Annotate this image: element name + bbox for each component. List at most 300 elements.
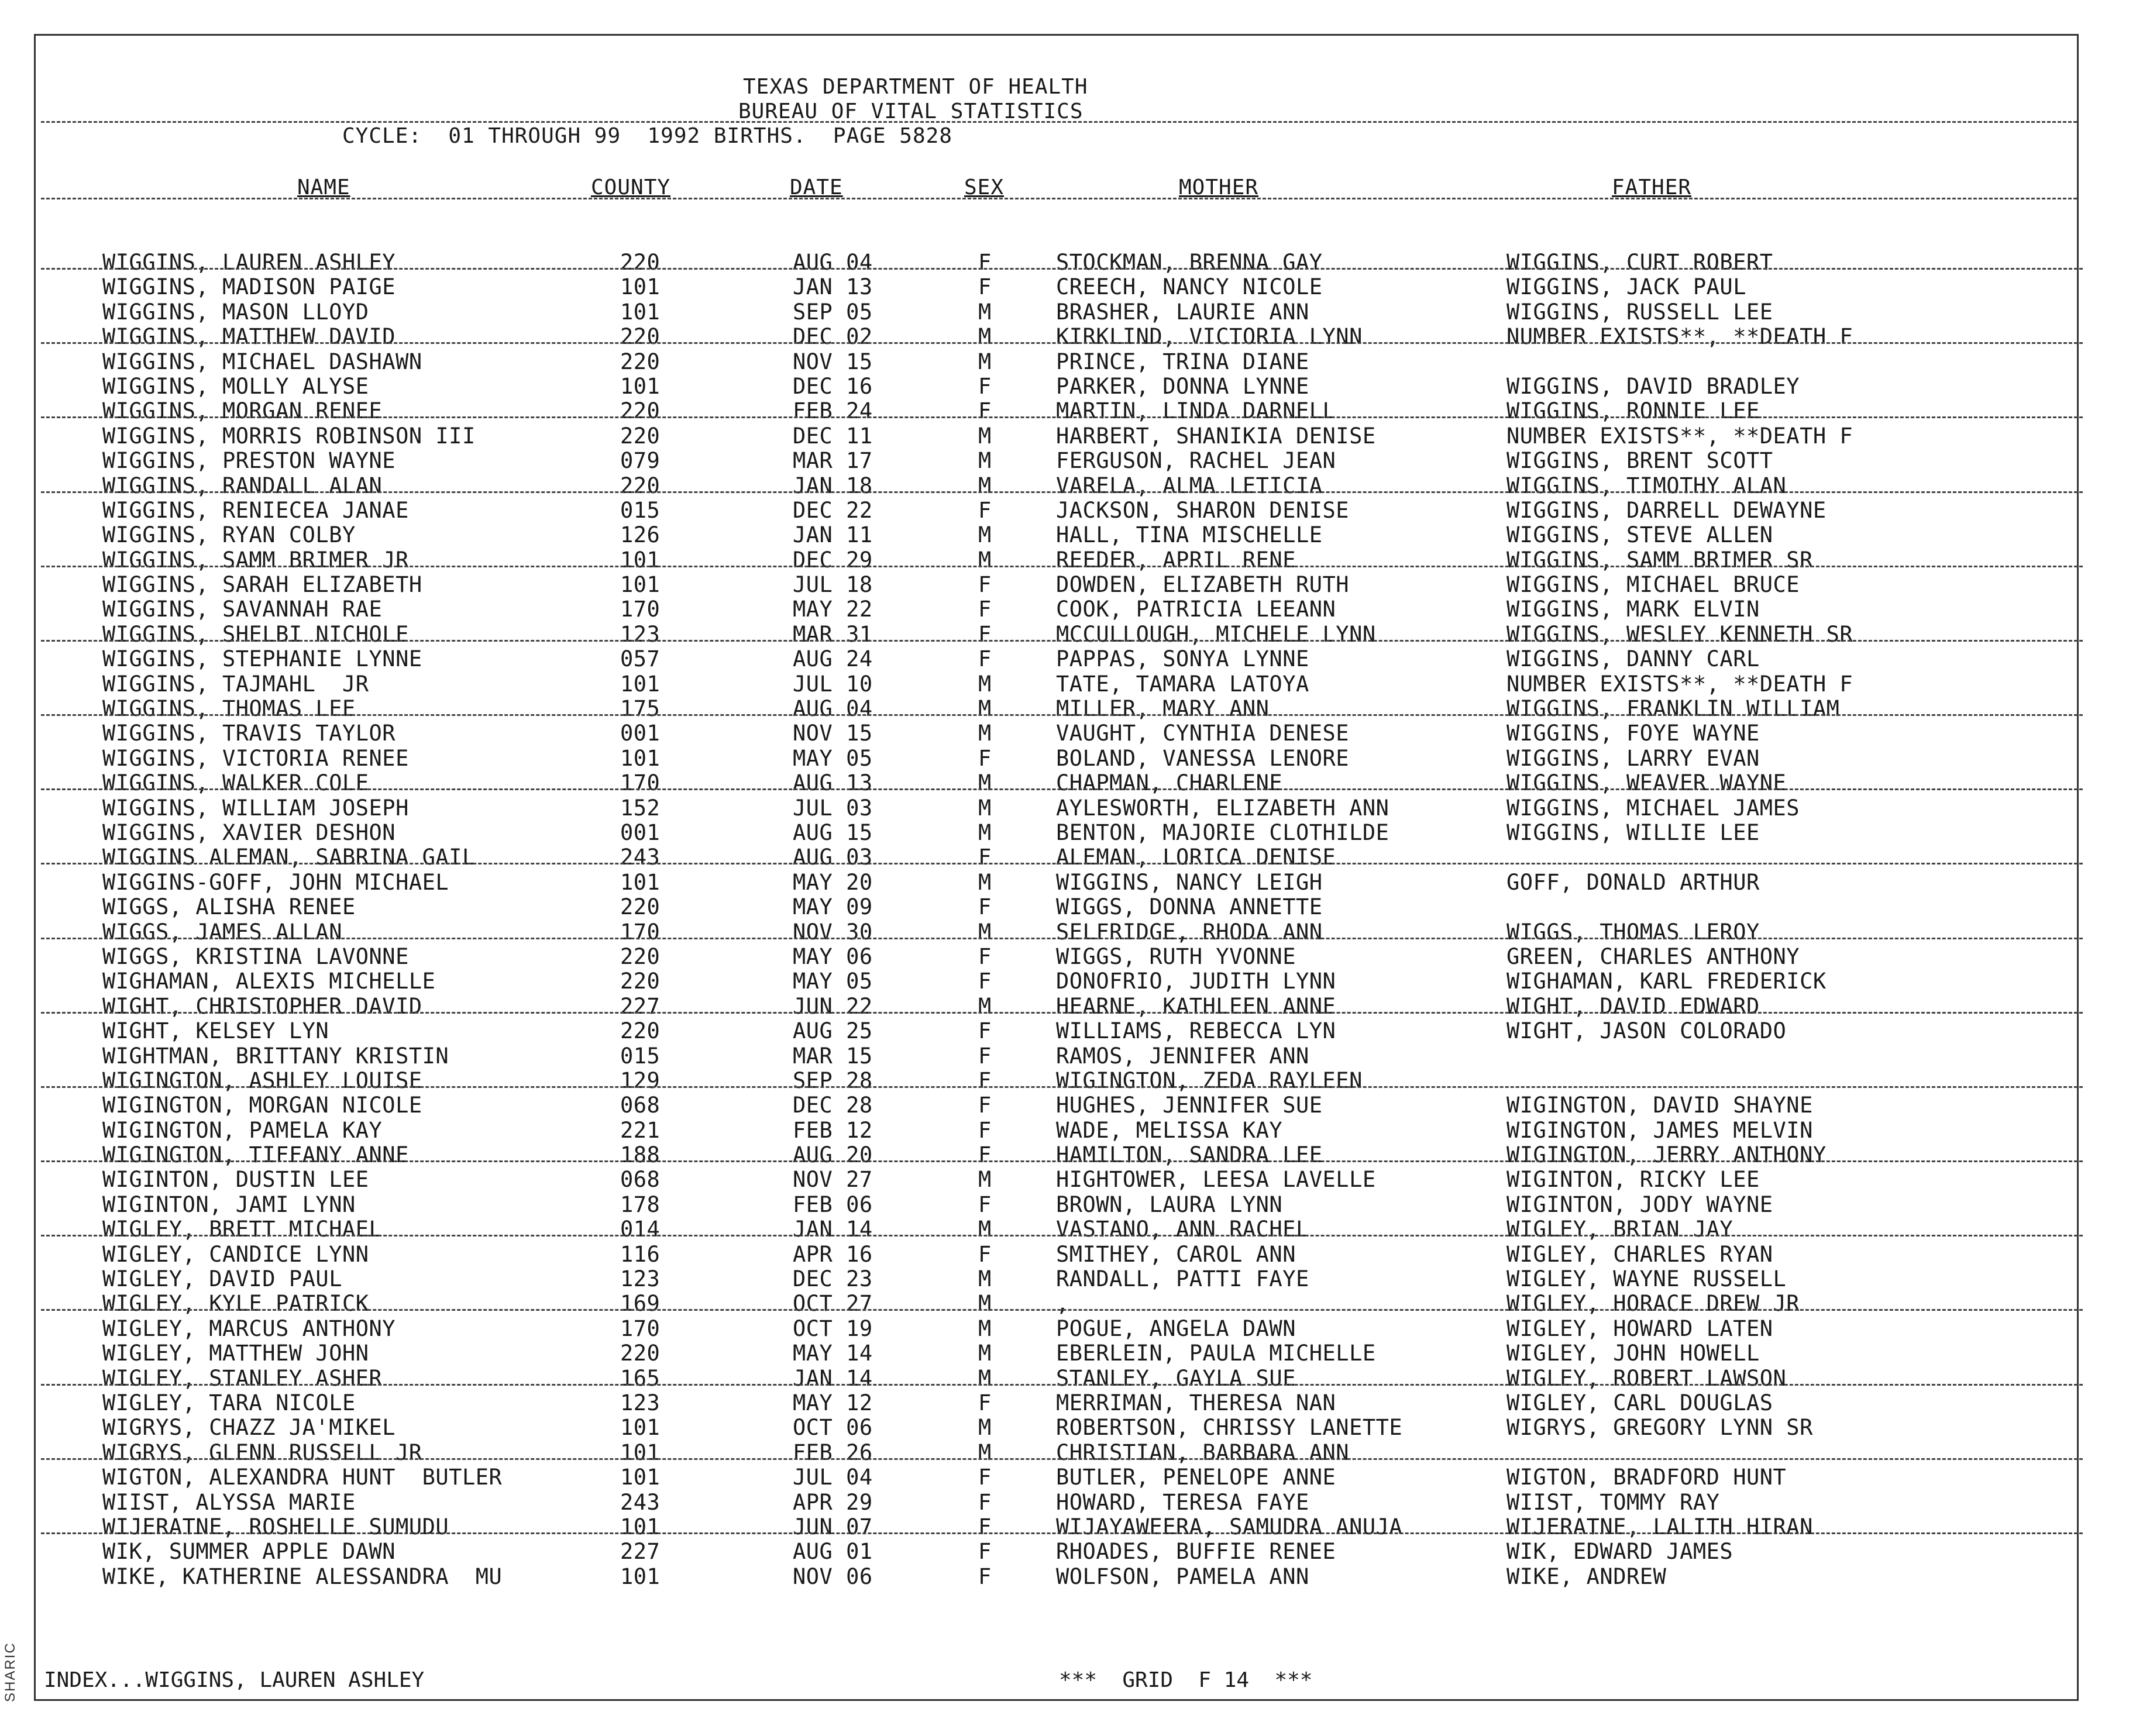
table-row (0, 1441, 2083, 1465)
cell-mother: BUTLER, PENELOPE ANNE (1056, 1465, 1336, 1490)
cell-mother: TATE, TAMARA LATOYA (1056, 671, 1309, 697)
cell-county: 015 (620, 1043, 661, 1069)
cell-date: JUN 22 (793, 993, 873, 1019)
cell-mother: JACKSON, SHARON DENISE (1056, 497, 1350, 523)
cell-date: AUG 24 (793, 646, 873, 672)
cell-date: MAY 22 (793, 597, 873, 622)
cell-sex: F (978, 621, 992, 647)
table-row (0, 845, 2083, 870)
cell-father: WIGGINS, LARRY EVAN (1506, 745, 1760, 771)
cell-county: 116 (620, 1241, 661, 1267)
cell-father: WIGGINS, WESLEY KENNETH SR (1506, 621, 1853, 647)
cell-name: WIGGINS, TRAVIS TAYLOR (102, 721, 396, 746)
cell-sex: M (978, 1291, 992, 1317)
cell-county: 068 (620, 1167, 661, 1193)
cell-name: WIGRYS, CHAZZ JA'MIKEL (102, 1415, 396, 1441)
cell-name: WIGINGTON, ASHLEY LOUISE (102, 1067, 422, 1093)
table-row (0, 1217, 2083, 1242)
cell-county: 101 (620, 671, 661, 697)
cell-father: WIGGINS, WEAVER WAYNE (1506, 770, 1787, 796)
cell-name: WIGGINS, WILLIAM JOSEPH (102, 795, 409, 821)
cell-date: SEP 28 (793, 1067, 873, 1093)
footer-index: INDEX...WIGGINS, LAUREN ASHLEY (44, 1668, 425, 1692)
table-row (0, 1366, 2083, 1391)
cell-date: FEB 24 (793, 398, 873, 424)
cell-county: 101 (620, 572, 661, 598)
cell-county: 001 (620, 819, 661, 845)
cell-mother: RANDALL, PATTI FAYE (1056, 1266, 1309, 1292)
cell-father: WIGLEY, WAYNE RUSSELL (1506, 1266, 1787, 1292)
column-header-date: DATE (790, 175, 843, 199)
cell-father: WIGGINS, BRENT SCOTT (1506, 448, 1773, 474)
cell-mother: RAMOS, JENNIFER ANN (1056, 1043, 1309, 1069)
table-row (0, 697, 2083, 721)
table-row (0, 300, 2083, 325)
cell-mother: CHRISTIAN, BARBARA ANN (1056, 1439, 1350, 1465)
cell-date: JAN 18 (793, 473, 873, 498)
cell-name: WIGGINS, WALKER COLE (102, 770, 369, 796)
cell-date: APR 16 (793, 1241, 873, 1267)
cell-mother: HOWARD, TERESA FAYE (1056, 1489, 1309, 1515)
table-row (0, 1167, 2083, 1192)
cell-county: 221 (620, 1117, 661, 1143)
cell-name: WIGGINS ALEMAN, SABRINA GAIL (102, 845, 476, 870)
cell-name: WIGRYS, GLENN RUSSELL JR (102, 1439, 422, 1465)
cell-mother: SELFRIDGE, RHODA ANN (1056, 919, 1323, 945)
cell-county: 220 (620, 1018, 661, 1044)
table-row (0, 399, 2083, 423)
table-row (0, 1415, 2083, 1440)
cell-father: WIJERATNE, LALITH HIRAN (1506, 1514, 1813, 1539)
cell-county: 220 (620, 969, 661, 994)
cell-date: MAY 14 (793, 1341, 873, 1366)
cell-sex: F (978, 1563, 992, 1589)
cell-date: DEC 11 (793, 423, 873, 449)
cell-name: WIGGINS, XAVIER DESHON (102, 819, 396, 845)
cell-mother: HIGHTOWER, LEESA LAVELLE (1056, 1167, 1376, 1193)
cell-sex: F (978, 943, 992, 969)
cell-sex: M (978, 1217, 992, 1242)
cell-name: WIGHT, KELSEY LYN (102, 1018, 329, 1044)
cell-mother: WIJAYAWEERA, SAMUDRA ANUJA (1056, 1514, 1403, 1539)
cell-mother: WIGGS, DONNA ANNETTE (1056, 894, 1323, 920)
cell-father: WIGHT, JASON COLORADO (1506, 1018, 1787, 1044)
cell-name: WIGGINS, PRESTON WAYNE (102, 448, 396, 474)
cell-county: 220 (620, 250, 661, 275)
cycle-line: CYCLE: 01 THROUGH 99 1992 BIRTHS. PAGE 5828 (342, 124, 952, 148)
table-row (0, 1118, 2083, 1143)
cell-sex: M (978, 993, 992, 1019)
table-row (0, 1515, 2083, 1539)
cell-date: AUG 01 (793, 1539, 873, 1565)
cell-sex: F (978, 1465, 992, 1490)
cell-mother: WIGINGTON, ZEDA RAYLEEN (1056, 1067, 1363, 1093)
cell-sex: F (978, 1489, 992, 1515)
column-header-county: COUNTY (591, 175, 671, 199)
cell-father: WIGGINS, DARRELL DEWAYNE (1506, 497, 1827, 523)
table-row (0, 1019, 2083, 1043)
cell-date: NOV 06 (793, 1563, 873, 1589)
cell-date: NOV 30 (793, 919, 873, 945)
table-row (0, 969, 2083, 994)
cell-name: WIGGINS, SHELBI NICHOLE (102, 621, 409, 647)
cell-county: 178 (620, 1191, 661, 1217)
cell-sex: F (978, 373, 992, 399)
cell-date: JUL 10 (793, 671, 873, 697)
cell-name: WIGLEY, CANDICE LYNN (102, 1241, 369, 1267)
cell-sex: M (978, 919, 992, 945)
cell-name: WIGINGTON, TIFFANY ANNE (102, 1142, 409, 1168)
cell-mother: STOCKMAN, BRENNA GAY (1056, 250, 1323, 275)
department-title: TEXAS DEPARTMENT OF HEALTH (743, 75, 1088, 99)
cell-name: WIGGINS, SARAH ELIZABETH (102, 572, 422, 598)
table-row (0, 573, 2083, 597)
cell-father: WIGTON, BRADFORD HUNT (1506, 1465, 1787, 1490)
table-row (0, 1193, 2083, 1217)
cell-sex: F (978, 646, 992, 672)
cell-sex: F (978, 572, 992, 598)
cell-name: WIGLEY, STANLEY ASHER (102, 1365, 383, 1391)
cell-mother: DONOFRIO, JUDITH LYNN (1056, 969, 1336, 994)
table-row (0, 870, 2083, 895)
cell-mother: FERGUSON, RACHEL JEAN (1056, 448, 1336, 474)
cell-name: WIGGINS, MASON LLOYD (102, 299, 369, 325)
table-row (0, 1341, 2083, 1366)
cell-sex: F (978, 1539, 992, 1565)
cell-date: FEB 06 (793, 1191, 873, 1217)
table-row (0, 622, 2083, 647)
cell-mother: AYLESWORTH, ELIZABETH ANN (1056, 795, 1389, 821)
table-row (0, 1465, 2083, 1490)
cell-date: AUG 13 (793, 770, 873, 796)
table-row (0, 1044, 2083, 1069)
cell-date: AUG 04 (793, 250, 873, 275)
cell-county: 123 (620, 1390, 661, 1415)
cell-mother: BROWN, LAURA LYNN (1056, 1191, 1283, 1217)
cell-county: 101 (620, 547, 661, 573)
cell-county: 169 (620, 1291, 661, 1317)
cell-sex: F (978, 1043, 992, 1069)
cell-sex: F (978, 274, 992, 300)
cell-mother: PARKER, DONNA LYNNE (1056, 373, 1309, 399)
table-row (0, 1069, 2083, 1093)
cell-sex: F (978, 1241, 992, 1267)
cell-county: 123 (620, 621, 661, 647)
cell-name: WIGLEY, DAVID PAUL (102, 1266, 342, 1292)
cell-county: 220 (620, 1341, 661, 1366)
cell-sex: M (978, 1365, 992, 1391)
cell-county: 014 (620, 1217, 661, 1242)
table-row (0, 498, 2083, 523)
cell-county: 220 (620, 324, 661, 350)
cell-mother: SMITHEY, CAROL ANN (1056, 1241, 1296, 1267)
table-row (0, 325, 2083, 349)
cell-name: WIGGINS, SAMM BRIMER JR (102, 547, 409, 573)
cell-father: WIGGINS, FRANKLIN WILLIAM (1506, 696, 1840, 722)
cell-father: WIGGINS, FOYE WAYNE (1506, 721, 1760, 746)
cell-county: 101 (620, 274, 661, 300)
cell-county: 220 (620, 398, 661, 424)
cell-date: MAY 06 (793, 943, 873, 969)
cell-county: 170 (620, 597, 661, 622)
cell-name: WIKE, KATHERINE ALESSANDRA MU (102, 1563, 503, 1589)
cell-father: NUMBER EXISTS**, **DEATH F (1506, 671, 1853, 697)
table-row (0, 474, 2083, 498)
table-row (0, 449, 2083, 473)
cell-sex: M (978, 1315, 992, 1341)
cell-father: WIGGINS, RONNIE LEE (1506, 398, 1760, 424)
cell-father: WIGGINS, CURT ROBERT (1506, 250, 1773, 275)
table-row (0, 796, 2083, 821)
table-row (0, 250, 2083, 275)
cell-date: JUN 07 (793, 1514, 873, 1539)
table-row (0, 1490, 2083, 1515)
cell-name: WIGGS, KRISTINA LAVONNE (102, 943, 409, 969)
cell-name: WIGHTMAN, BRITTANY KRISTIN (102, 1043, 449, 1069)
cell-sex: F (978, 969, 992, 994)
cell-father: WIGINTON, JODY WAYNE (1506, 1191, 1773, 1217)
column-header-rule (41, 198, 2077, 199)
table-row (0, 771, 2083, 795)
cell-father: WIGGINS, JACK PAUL (1506, 274, 1746, 300)
cell-date: MAY 05 (793, 969, 873, 994)
cell-name: WIGGS, ALISHA RENEE (102, 894, 356, 920)
cell-mother: PRINCE, TRINA DIANE (1056, 349, 1309, 374)
table-row (0, 1242, 2083, 1267)
cell-sex: F (978, 1067, 992, 1093)
cell-mother: KIRKLIND, VICTORIA LYNN (1056, 324, 1363, 350)
cell-date: DEC 23 (793, 1266, 873, 1292)
cell-mother: WOLFSON, PAMELA ANN (1056, 1563, 1309, 1589)
cell-date: JAN 14 (793, 1365, 873, 1391)
cell-county: 123 (620, 1266, 661, 1292)
cell-father: WIIST, TOMMY RAY (1506, 1489, 1720, 1515)
cell-date: AUG 20 (793, 1142, 873, 1168)
table-row (0, 721, 2083, 746)
cell-name: WIGGS, JAMES ALLAN (102, 919, 342, 945)
cell-sex: M (978, 795, 992, 821)
cell-mother: , (1056, 1291, 1069, 1317)
cell-father: WIGLEY, HOWARD LATEN (1506, 1315, 1773, 1341)
cell-name: WIGLEY, MARCUS ANTHONY (102, 1315, 396, 1341)
cell-sex: M (978, 770, 992, 796)
header-rule (41, 121, 2077, 123)
cell-name: WIGGINS, STEPHANIE LYNNE (102, 646, 422, 672)
cell-name: WIGGINS, MADISON PAIGE (102, 274, 396, 300)
cell-date: OCT 06 (793, 1415, 873, 1441)
cell-father: WIGINTON, RICKY LEE (1506, 1167, 1760, 1193)
cell-date: DEC 28 (793, 1093, 873, 1118)
cell-mother: HAMILTON, SANDRA LEE (1056, 1142, 1323, 1168)
cell-sex: M (978, 522, 992, 548)
cell-sex: M (978, 1341, 992, 1366)
cell-date: MAR 15 (793, 1043, 873, 1069)
column-header-mother: MOTHER (1179, 175, 1259, 199)
cell-sex: M (978, 349, 992, 374)
cell-county: 152 (620, 795, 661, 821)
cell-mother: HALL, TINA MISCHELLE (1056, 522, 1323, 548)
cell-father: NUMBER EXISTS**, **DEATH F (1506, 423, 1853, 449)
cell-county: 220 (620, 473, 661, 498)
cell-date: OCT 19 (793, 1315, 873, 1341)
cell-sex: F (978, 250, 992, 275)
cell-sex: M (978, 547, 992, 573)
cell-father: WIGGINS, TIMOTHY ALAN (1506, 473, 1787, 498)
cell-father: WIGLEY, BRIAN JAY (1506, 1217, 1733, 1242)
cell-father: WIGLEY, CHARLES RYAN (1506, 1241, 1773, 1267)
cell-county: 175 (620, 696, 661, 722)
cell-mother: POGUE, ANGELA DAWN (1056, 1315, 1296, 1341)
cell-county: 220 (620, 349, 661, 374)
cell-sex: F (978, 894, 992, 920)
column-header-sex: SEX (964, 175, 1005, 199)
cell-father: WIGHAMAN, KARL FREDERICK (1506, 969, 1827, 994)
table-row (0, 1267, 2083, 1291)
cell-date: MAR 31 (793, 621, 873, 647)
table-row (0, 647, 2083, 671)
cell-date: MAY 09 (793, 894, 873, 920)
cell-county: 227 (620, 993, 661, 1019)
cell-father: WIGLEY, HORACE DREW JR (1506, 1291, 1800, 1317)
cell-date: AUG 03 (793, 845, 873, 870)
cell-father: GOFF, DONALD ARTHUR (1506, 869, 1760, 895)
cell-date: SEP 05 (793, 299, 873, 325)
cell-county: 101 (620, 1415, 661, 1441)
cell-county: 101 (620, 299, 661, 325)
cell-mother: CHAPMAN, CHARLENE (1056, 770, 1283, 796)
cell-county: 001 (620, 721, 661, 746)
cell-father: WIGGINS, MARK ELVIN (1506, 597, 1760, 622)
cell-mother: MILLER, MARY ANN (1056, 696, 1270, 722)
table-row (0, 597, 2083, 622)
table-row (0, 1391, 2083, 1415)
cell-date: JUL 03 (793, 795, 873, 821)
cell-name: WIGLEY, BRETT MICHAEL (102, 1217, 383, 1242)
cell-name: WIGINTON, JAMI LYNN (102, 1191, 356, 1217)
cell-sex: F (978, 745, 992, 771)
cell-mother: WIGGS, RUTH YVONNE (1056, 943, 1296, 969)
cell-sex: M (978, 1439, 992, 1465)
cell-mother: DOWDEN, ELIZABETH RUTH (1056, 572, 1350, 598)
cell-sex: M (978, 869, 992, 895)
cell-sex: M (978, 299, 992, 325)
cell-mother: ALEMAN, LORICA DENISE (1056, 845, 1336, 870)
bureau-title: BUREAU OF VITAL STATISTICS (738, 99, 1084, 123)
cell-name: WIGGINS, MICHAEL DASHAWN (102, 349, 422, 374)
cell-county: 015 (620, 497, 661, 523)
cell-name: WIGGINS, MORRIS ROBINSON III (102, 423, 476, 449)
cell-mother: HEARNE, KATHLEEN ANNE (1056, 993, 1336, 1019)
table-row (0, 1565, 2083, 1589)
cell-name: WIJERATNE, ROSHELLE SUMUDU (102, 1514, 449, 1539)
cell-county: 220 (620, 943, 661, 969)
cell-father: WIGINGTON, JERRY ANTHONY (1506, 1142, 1827, 1168)
cell-name: WIGGINS, THOMAS LEE (102, 696, 356, 722)
cell-mother: EBERLEIN, PAULA MICHELLE (1056, 1341, 1376, 1366)
cell-name: WIK, SUMMER APPLE DAWN (102, 1539, 396, 1565)
cell-father: WIGLEY, JOHN HOWELL (1506, 1341, 1760, 1366)
cell-father: WIGGINS, DAVID BRADLEY (1506, 373, 1800, 399)
cell-father: WIKE, ANDREW (1506, 1563, 1667, 1589)
side-label: SHARIC (2, 1642, 18, 1702)
cell-name: WIGGINS, MATTHEW DAVID (102, 324, 396, 350)
cell-sex: F (978, 1018, 992, 1044)
column-header-father: FATHER (1612, 175, 1692, 199)
cell-name: WIGGINS, MOLLY ALYSE (102, 373, 369, 399)
cell-county: 101 (620, 1514, 661, 1539)
cell-father: WIGGINS, WILLIE LEE (1506, 819, 1760, 845)
cell-county: 129 (620, 1067, 661, 1093)
cell-county: 079 (620, 448, 661, 474)
cell-county: 227 (620, 1539, 661, 1565)
table-row (0, 1317, 2083, 1341)
cell-father: WIGGINS, MICHAEL BRUCE (1506, 572, 1800, 598)
cell-date: JAN 13 (793, 274, 873, 300)
cell-county: 101 (620, 869, 661, 895)
cell-name: WIGGINS, LAUREN ASHLEY (102, 250, 396, 275)
cell-name: WIGINGTON, PAMELA KAY (102, 1117, 383, 1143)
cell-mother: VARELA, ALMA LETICIA (1056, 473, 1323, 498)
cell-father: NUMBER EXISTS**, **DEATH F (1506, 324, 1853, 350)
cell-father: WIGGINS, RUSSELL LEE (1506, 299, 1773, 325)
cell-name: WIGINTON, DUSTIN LEE (102, 1167, 369, 1193)
cell-county: 101 (620, 1439, 661, 1465)
table-row (0, 945, 2083, 969)
cell-name: WIGHAMAN, ALEXIS MICHELLE (102, 969, 436, 994)
cell-name: WIGTON, ALEXANDRA HUNT BUTLER (102, 1465, 503, 1490)
table-row (0, 1093, 2083, 1118)
cell-mother: HARBERT, SHANIKIA DENISE (1056, 423, 1376, 449)
table-row (0, 548, 2083, 573)
cell-sex: M (978, 448, 992, 474)
table-row (0, 523, 2083, 547)
cell-mother: ROBERTSON, CHRISSY LANETTE (1056, 1415, 1403, 1441)
table-row (0, 920, 2083, 945)
table-row (0, 424, 2083, 449)
cell-father: WIGGINS, DANNY CARL (1506, 646, 1760, 672)
cell-name: WIGLEY, KYLE PATRICK (102, 1291, 369, 1317)
cell-name: WIGHT, CHRISTOPHER DAVID (102, 993, 422, 1019)
cell-date: AUG 15 (793, 819, 873, 845)
cell-mother: WILLIAMS, REBECCA LYN (1056, 1018, 1336, 1044)
cell-sex: M (978, 324, 992, 350)
cell-mother: CREECH, NANCY NICOLE (1056, 274, 1323, 300)
cell-name: WIGGINS, RENIECEA JANAE (102, 497, 409, 523)
cell-date: FEB 26 (793, 1439, 873, 1465)
cell-father: WIGHT, DAVID EDWARD (1506, 993, 1760, 1019)
cell-name: WIGGINS, TAJMAHL JR (102, 671, 369, 697)
cell-sex: F (978, 398, 992, 424)
cell-county: 101 (620, 1465, 661, 1490)
cell-county: 243 (620, 1489, 661, 1515)
cell-date: MAR 17 (793, 448, 873, 474)
cell-mother: VAUGHT, CYNTHIA DENESE (1056, 721, 1350, 746)
cell-father: WIGINGTON, DAVID SHAYNE (1506, 1093, 1813, 1118)
cell-county: 057 (620, 646, 661, 672)
cell-sex: F (978, 1514, 992, 1539)
cell-sex: F (978, 1117, 992, 1143)
cell-mother: VASTANO, ANN RACHEL (1056, 1217, 1309, 1242)
cell-date: JAN 14 (793, 1217, 873, 1242)
cell-mother: HUGHES, JENNIFER SUE (1056, 1093, 1323, 1118)
cell-county: 170 (620, 919, 661, 945)
cell-mother: BRASHER, LAURIE ANN (1056, 299, 1309, 325)
cell-date: JAN 11 (793, 522, 873, 548)
birth-record-list (0, 250, 2083, 1589)
cell-mother: COOK, PATRICIA LEEANN (1056, 597, 1336, 622)
cell-sex: M (978, 671, 992, 697)
cell-mother: PAPPAS, SONYA LYNNE (1056, 646, 1309, 672)
